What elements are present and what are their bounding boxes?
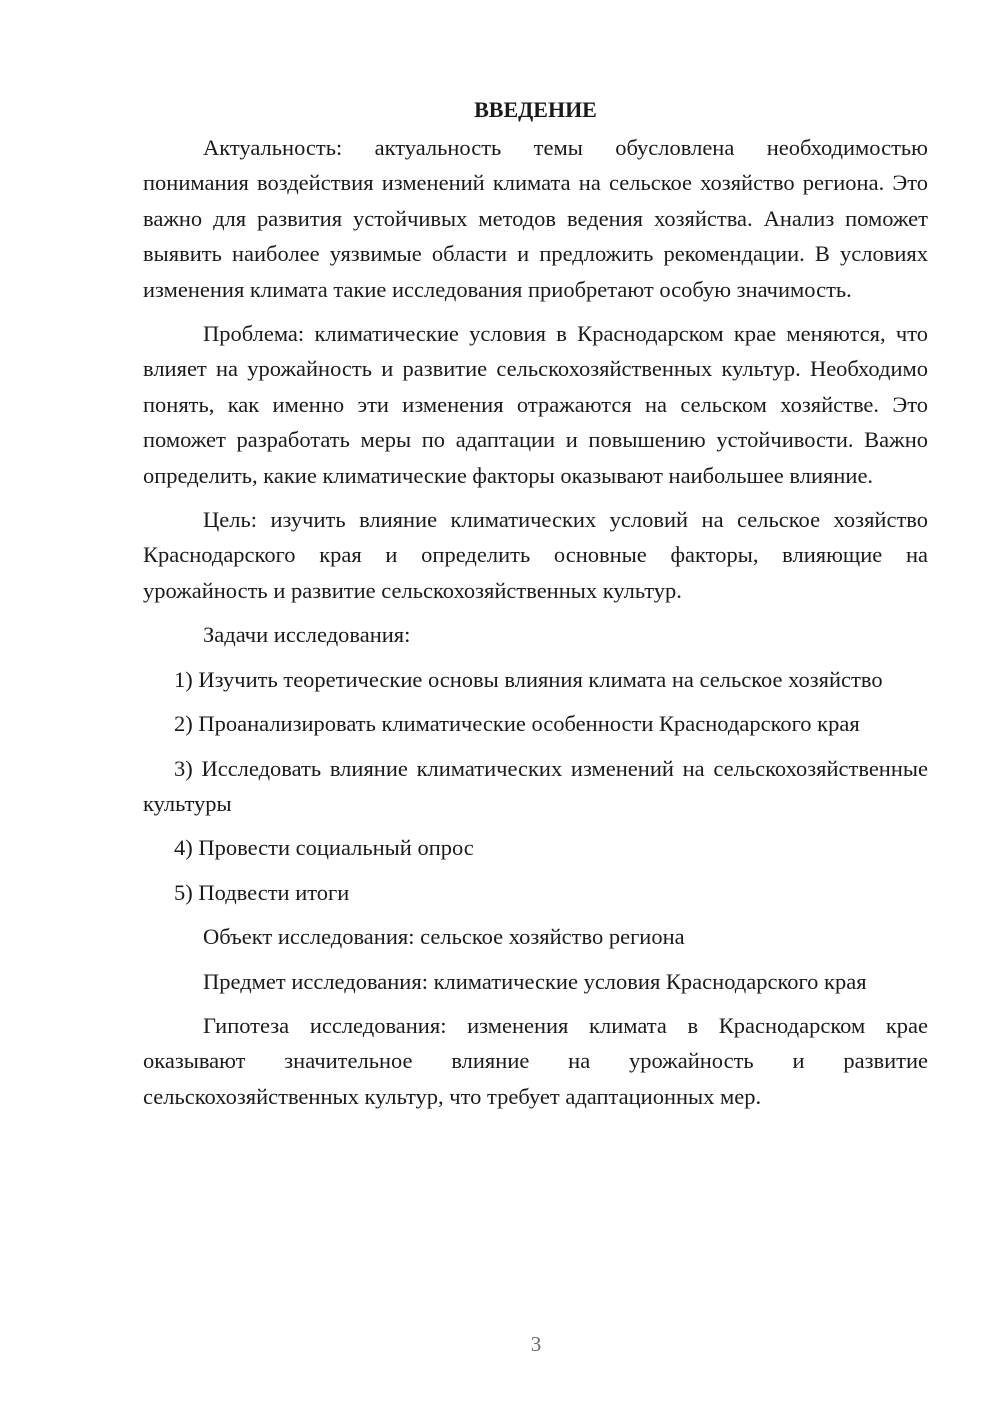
paragraph-object: Объект исследования: сельское хозяйство региона xyxy=(203,924,685,950)
task-item-4: 4) Провести социальный опрос xyxy=(174,835,474,861)
document-page xyxy=(143,92,928,1123)
section-title: ВВЕДЕНИЕ xyxy=(474,97,597,122)
tasks-heading: Задачи исследования: xyxy=(203,622,411,648)
task-item-5: 5) Подвести итоги xyxy=(174,879,350,905)
paragraph-goal: Цель: изучить влияние климатических условий на сельское хозяйство Краснодарского края и определить основные факторы, влияющие на урожайность и развитие сельскохозяйственных культур. xyxy=(143,507,928,603)
task-item-2: 2) Проанализировать климатические особенности Краснодарского края xyxy=(174,711,860,737)
task-item-1: 1) Изучить теоретические основы влияния климата на сельское хозяйство xyxy=(174,666,883,692)
paragraph-subject: Предмет исследования: климатические условия Краснодарского края xyxy=(203,968,867,994)
paragraph-relevance: Актуальность: актуальность темы обусловлена необходимостью понимания воздействия изменений климата на сельское хозяйство региона. Это важно для развития устойчивых методов ведения хозяйства. Анализ поможет выявить наиболее уязвимые области и предложить рекомендации. В условиях изменения климата такие исследования приобретают особую значимость. xyxy=(143,135,928,302)
paragraph-problem: Проблема: климатические условия в Краснодарском крае меняются, что влияет на урожайность и развитие сельскохозяйственных культур. Необходимо понять, как именно эти изменения отражаются на сельском хозяйстве. Это поможет разработать меры по адаптации и повышению устойчивости. Важно определить, какие климатические факторы оказывают наибольшее влияние. xyxy=(143,321,928,488)
page-number: 3 xyxy=(530,1332,542,1356)
paragraph-hypothesis: Гипотеза исследования: изменения климата в Краснодарском крае оказывают значительное влияние на урожайность и развитие сельскохозяйственных культур, что требует адаптационных мер. xyxy=(143,1012,928,1109)
task-item-3: 3) Исследовать влияние климатических изменений на сельскохозяйственные культуры xyxy=(143,755,928,816)
